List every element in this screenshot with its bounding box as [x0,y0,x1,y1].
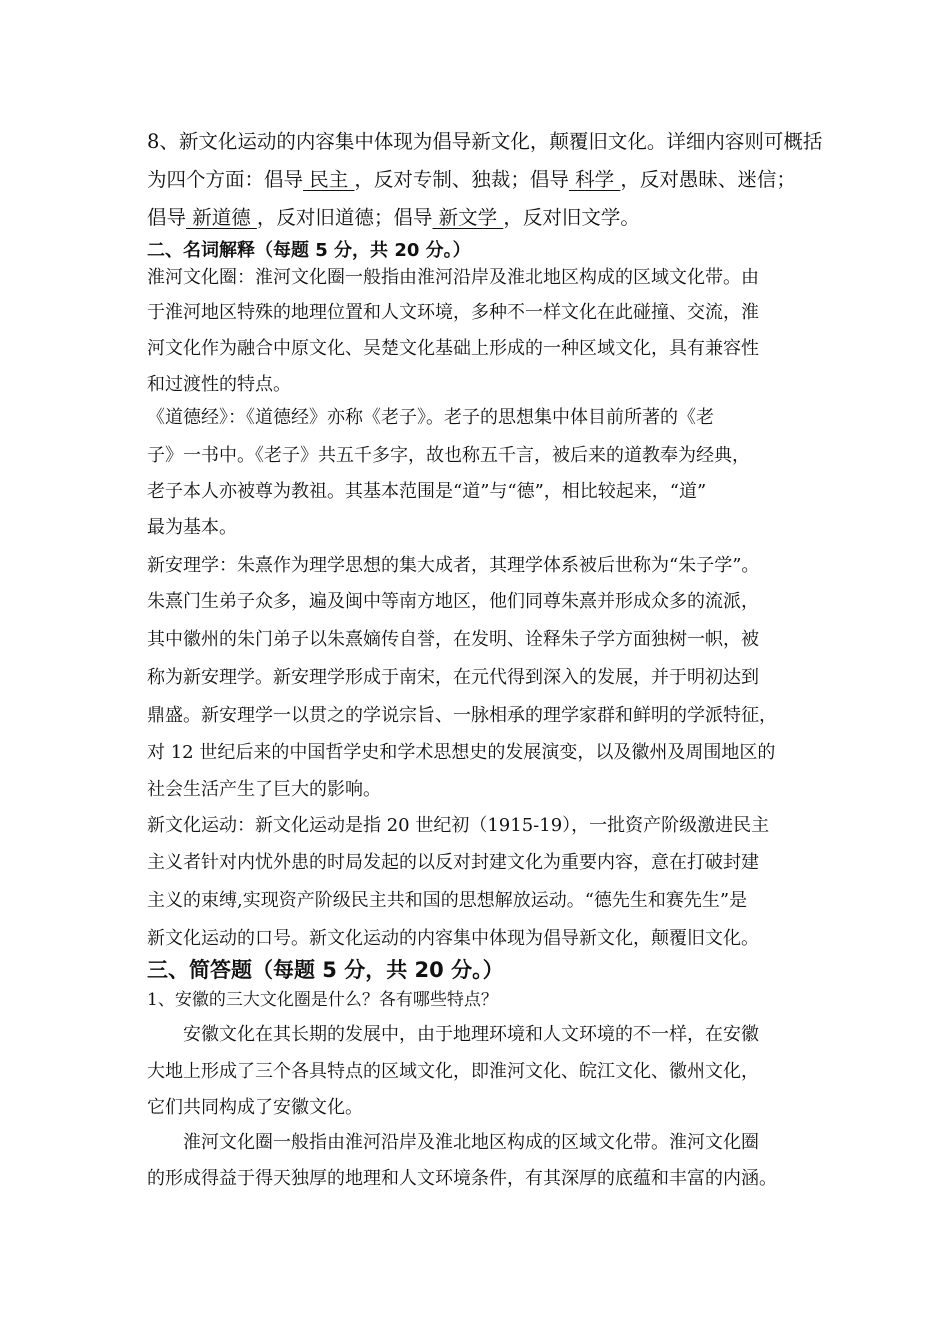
term-xinwenhua-line: 主义的束缚,实现资产阶级民主共和国的思想解放运动。“德先生和赛先生”是 [147,890,748,911]
section-heading-short-answer: 三、简答题（每题 5 分，共 20 分。） [147,958,504,982]
term-huaihe-line: 于淮河地区特殊的地理位置和人文环境，多种不一样文化在此碰撞、交流，淮 [147,302,759,323]
answer-kexue: 科学 [568,168,621,191]
q8-text: 8、新文化运动的内容集中体现为倡导新文化，颠覆旧文化。详细内容则可概括 [147,130,823,153]
q8-text: ，反对专制、独裁；倡导 [354,168,569,191]
term-xinwenhua-line: 新文化运动：新文化运动是指 20 世纪初（1915-19），一批资产阶级激进民主 [147,815,770,836]
answer-minzhu: 民主 [303,168,355,191]
term-daodejing-line: 《道德经》：《道德经》亦称《老子》。老子的思想集中体目前所著的《老 [147,407,714,428]
term-daodejing-line: 老子本人亦被尊为教祖。其基本范围是“道”与“德”，相比较起来，“道” [147,481,707,502]
term-xinanlixue-line: 鼎盛。新安理学一以贯之的学说宗旨、一脉相承的理学家群和鲜明的学派特征， [147,705,777,726]
term-xinanlixue-line: 社会生活产生了巨大的影响。 [147,779,381,800]
term-xinwenhua-line: 新文化运动的口号。新文化运动的内容集中体现为倡导新文化，颠覆旧文化。 [147,928,759,949]
term-huaihe-line: 和过渡性的特点。 [147,374,291,395]
term-xinanlixue-line: 新安理学：朱熹作为理学思想的集大成者，其理学体系被后世称为“朱子学”。 [147,555,760,576]
term-huaihe-line: 河文化作为融合中原文化、吴楚文化基础上形成的一种区域文化，具有兼容性 [147,338,759,359]
q8-text: ，反对旧文学。 [503,206,640,229]
q8-line-3 [147,202,640,230]
term-daodejing-line: 最为基本。 [147,517,237,538]
term-huaihe-line: 淮河文化圈：淮河文化圈一般指由淮河沿岸及淮北地区构成的区域文化带。由 [147,267,759,288]
term-xinanlixue-line: 朱熹门生弟子众多，遍及闽中等南方地区，他们同尊朱熹并形成众多的流派， [147,591,759,612]
term-xinwenhua-line: 主义者针对内忧外患的时局发起的以反对封建文化为重要内容，意在打破封建 [147,852,759,873]
question-1: 1、安徽的三大文化圈是什么？各有哪些特点？ [147,990,498,1010]
term-xinanlixue-line: 对 12 世纪后来的中国哲学史和学术思想史的发展演变，以及徽州及周围地区的 [147,742,776,763]
answer-paragraph-line: 的形成得益于得天独厚的地理和人文环境条件，有其深厚的底蕴和丰富的内涵。 [147,1168,777,1189]
answer-paragraph-line: 大地上形成了三个各具特点的区域文化，即淮河文化、皖江文化、徽州文化， [147,1061,759,1082]
answer-xinwenxue: 新文学 [432,206,504,229]
answer-xindaode: 新道德 [186,206,257,229]
answer-paragraph-line: 淮河文化圈一般指由淮河沿岸及淮北地区构成的区域文化带。淮河文化圈 [165,1132,759,1153]
answer-paragraph-line: 安徽文化在其长期的发展中，由于地理环境和人文环境的不一样，在安徽 [165,1024,759,1045]
q8-text: ，反对愚昧、迷信； [620,168,796,191]
term-daodejing-line: 子》一书中。《老子》共五千多字，故也称五千言，被后来的道教奉为经典， [147,445,750,466]
q8-line-2 [147,164,796,192]
q8-text: 倡导 [147,206,187,229]
answer-paragraph-line: 它们共同构成了安徽文化。 [147,1097,363,1118]
term-xinanlixue-line: 其中徽州的朱门弟子以朱熹嫡传自誉，在发明、诠释朱子学方面独树一帜，被 [147,629,759,650]
q8-text: ，反对旧道德；倡导 [256,206,433,229]
term-xinanlixue-line: 称为新安理学。新安理学形成于南宋，在元代得到深入的发展，并于明初达到 [147,667,759,688]
q8-text: 为四个方面：倡导 [147,168,304,191]
section-heading-terms: 二、名词解释（每题 5 分，共 20 分。） [147,240,471,261]
q8-line-1 [147,126,822,154]
